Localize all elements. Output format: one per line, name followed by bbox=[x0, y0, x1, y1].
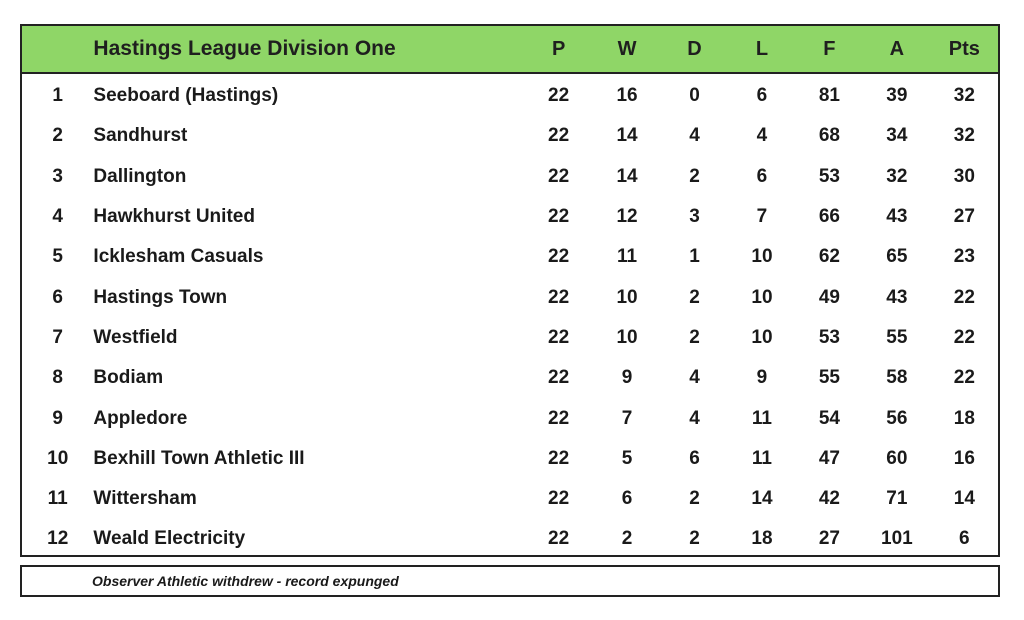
row-lost: 9 bbox=[756, 367, 768, 389]
row-won: 14 bbox=[616, 125, 638, 147]
row-played: 22 bbox=[548, 528, 570, 550]
row-against: 71 bbox=[886, 488, 908, 510]
row-played: 22 bbox=[548, 488, 570, 510]
row-position: 12 bbox=[47, 528, 69, 550]
table-title: Hastings League Division One bbox=[93, 37, 396, 60]
row-team: Bodiam bbox=[93, 367, 164, 389]
row-drawn: 2 bbox=[689, 488, 700, 510]
row-lost: 6 bbox=[756, 165, 768, 187]
row-team: Weald Electricity bbox=[93, 528, 246, 550]
row-drawn: 4 bbox=[689, 367, 700, 389]
row-won: 16 bbox=[616, 85, 638, 107]
row-points: 32 bbox=[953, 125, 975, 147]
row-won: 10 bbox=[616, 326, 638, 348]
row-drawn: 2 bbox=[689, 165, 700, 187]
row-lost: 7 bbox=[756, 206, 768, 228]
row-for: 53 bbox=[818, 326, 840, 348]
row-position: 3 bbox=[52, 165, 63, 187]
note-box bbox=[20, 565, 1000, 597]
row-points: 27 bbox=[953, 206, 975, 228]
row-against: 34 bbox=[886, 125, 908, 147]
row-team: Hawkhurst United bbox=[93, 206, 255, 228]
row-lost: 10 bbox=[751, 246, 773, 268]
row-won: 12 bbox=[616, 206, 638, 228]
row-against: 43 bbox=[886, 206, 908, 228]
row-played: 22 bbox=[548, 85, 570, 107]
row-against: 56 bbox=[886, 407, 908, 429]
row-played: 22 bbox=[548, 286, 570, 308]
row-for: 47 bbox=[818, 447, 840, 469]
row-points: 23 bbox=[953, 246, 975, 268]
row-team: Icklesham Casuals bbox=[93, 246, 264, 268]
row-won: 11 bbox=[617, 246, 638, 268]
row-played: 22 bbox=[548, 407, 570, 429]
row-points: 22 bbox=[953, 286, 975, 308]
row-team: Westfield bbox=[93, 326, 178, 348]
row-for: 53 bbox=[818, 165, 840, 187]
row-for: 81 bbox=[818, 85, 840, 107]
row-lost: 10 bbox=[751, 326, 773, 348]
row-played: 22 bbox=[548, 447, 570, 469]
table-row bbox=[22, 157, 998, 197]
row-won: 7 bbox=[621, 407, 633, 429]
row-team: Hastings Town bbox=[93, 286, 228, 308]
row-team: Appledore bbox=[93, 407, 188, 429]
header-d: D bbox=[687, 37, 702, 60]
row-drawn: 1 bbox=[689, 246, 700, 268]
row-won: 10 bbox=[616, 286, 638, 308]
row-position: 8 bbox=[52, 367, 63, 389]
row-won: 2 bbox=[621, 528, 633, 550]
row-against: 58 bbox=[886, 367, 908, 389]
row-position: 5 bbox=[52, 246, 63, 268]
table-row bbox=[22, 318, 998, 358]
row-won: 6 bbox=[621, 488, 633, 510]
row-for: 62 bbox=[818, 246, 840, 268]
row-position: 4 bbox=[52, 206, 63, 228]
row-won: 5 bbox=[621, 447, 633, 469]
row-for: 68 bbox=[818, 125, 840, 147]
row-team: Seeboard (Hastings) bbox=[93, 85, 279, 107]
row-against: 55 bbox=[886, 326, 908, 348]
table-row bbox=[22, 479, 998, 519]
table-row bbox=[22, 439, 998, 479]
table-row bbox=[22, 519, 998, 559]
row-against: 65 bbox=[886, 246, 908, 268]
table-row bbox=[22, 237, 998, 277]
row-played: 22 bbox=[548, 206, 570, 228]
row-against: 101 bbox=[881, 528, 913, 550]
row-played: 22 bbox=[548, 246, 570, 268]
row-for: 49 bbox=[818, 286, 840, 308]
row-position: 6 bbox=[52, 286, 63, 308]
row-against: 32 bbox=[886, 165, 908, 187]
header-l: L bbox=[755, 37, 769, 60]
table-row bbox=[22, 116, 998, 156]
row-drawn: 4 bbox=[689, 125, 700, 147]
row-for: 66 bbox=[818, 206, 840, 228]
row-points: 6 bbox=[959, 528, 970, 550]
table-row bbox=[22, 277, 998, 317]
row-position: 1 bbox=[52, 85, 63, 107]
table-row bbox=[22, 358, 998, 398]
row-position: 9 bbox=[52, 407, 63, 429]
row-drawn: 6 bbox=[689, 447, 700, 469]
row-points: 16 bbox=[953, 447, 975, 469]
row-drawn: 4 bbox=[689, 407, 700, 429]
row-team: Bexhill Town Athletic III bbox=[93, 447, 305, 469]
row-played: 22 bbox=[548, 125, 570, 147]
row-drawn: 3 bbox=[689, 206, 700, 228]
league-table bbox=[20, 24, 1000, 557]
row-won: 9 bbox=[621, 367, 633, 389]
row-lost: 18 bbox=[751, 528, 773, 550]
table-row bbox=[22, 76, 998, 116]
row-position: 11 bbox=[47, 488, 68, 510]
row-points: 18 bbox=[953, 407, 975, 429]
row-against: 39 bbox=[886, 85, 908, 107]
row-drawn: 2 bbox=[689, 528, 700, 550]
row-position: 7 bbox=[52, 326, 63, 348]
row-points: 22 bbox=[953, 326, 975, 348]
row-for: 54 bbox=[818, 407, 840, 429]
row-drawn: 0 bbox=[689, 85, 700, 107]
header-p: P bbox=[551, 37, 566, 60]
row-drawn: 2 bbox=[689, 286, 700, 308]
row-lost: 4 bbox=[756, 125, 768, 147]
row-points: 30 bbox=[953, 165, 975, 187]
row-points: 32 bbox=[953, 85, 975, 107]
row-lost: 11 bbox=[751, 407, 772, 429]
row-against: 43 bbox=[886, 286, 908, 308]
table-row bbox=[22, 398, 998, 438]
row-played: 22 bbox=[548, 326, 570, 348]
row-lost: 6 bbox=[756, 85, 768, 107]
row-played: 22 bbox=[548, 165, 570, 187]
row-lost: 11 bbox=[751, 447, 772, 469]
row-lost: 10 bbox=[751, 286, 773, 308]
header-w: W bbox=[617, 37, 637, 60]
row-position: 10 bbox=[47, 447, 69, 469]
table-row bbox=[22, 197, 998, 237]
row-drawn: 2 bbox=[689, 326, 700, 348]
row-team: Dallington bbox=[93, 165, 187, 187]
header-pts: Pts bbox=[948, 37, 980, 60]
row-lost: 14 bbox=[751, 488, 773, 510]
row-played: 22 bbox=[548, 367, 570, 389]
row-against: 60 bbox=[886, 447, 908, 469]
row-won: 14 bbox=[616, 165, 638, 187]
row-team: Wittersham bbox=[93, 488, 197, 510]
note-text: Observer Athletic withdrew - record expunged bbox=[92, 573, 399, 589]
row-for: 42 bbox=[818, 488, 840, 510]
row-position: 2 bbox=[52, 125, 63, 147]
row-points: 22 bbox=[953, 367, 975, 389]
header-f: F bbox=[823, 37, 836, 60]
table-header bbox=[22, 26, 998, 74]
row-for: 27 bbox=[818, 528, 840, 550]
row-points: 14 bbox=[953, 488, 975, 510]
row-team: Sandhurst bbox=[93, 125, 188, 147]
table-body bbox=[22, 74, 998, 560]
header-a: A bbox=[889, 37, 905, 60]
row-for: 55 bbox=[818, 367, 840, 389]
